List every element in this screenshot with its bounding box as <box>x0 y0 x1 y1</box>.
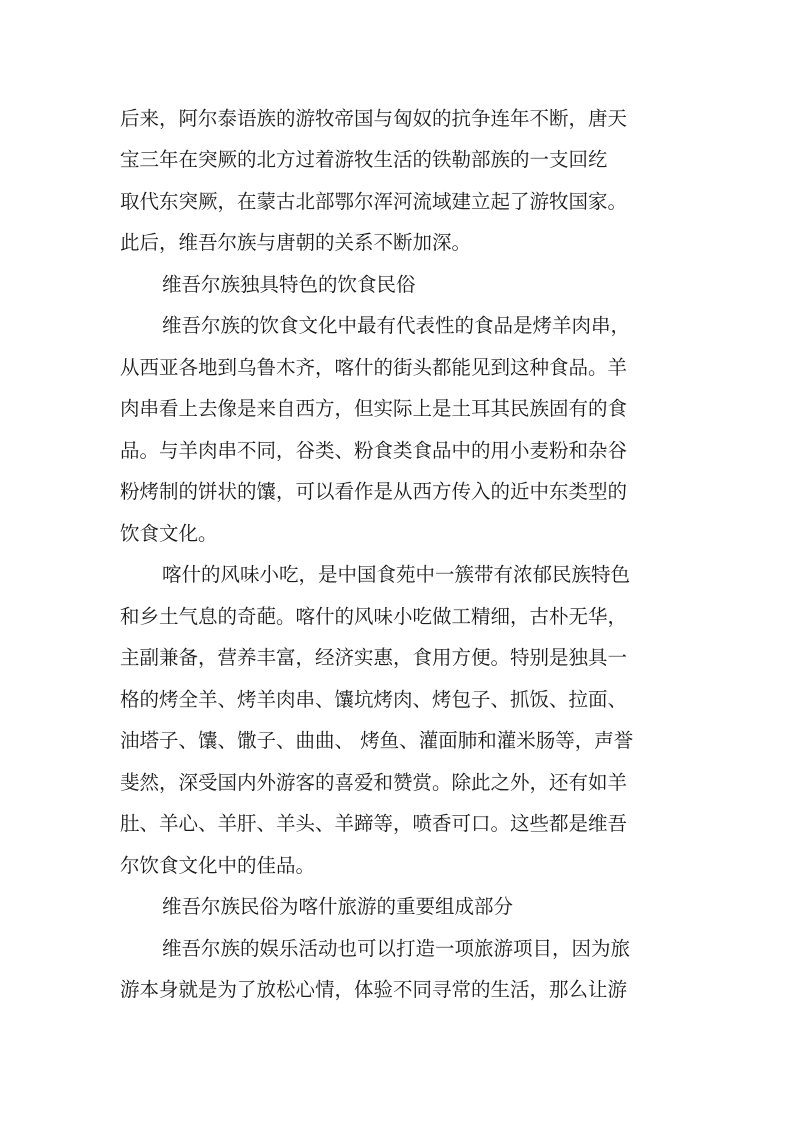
text-line: 游本身就是为了放松心情，体验不同寻常的生活，那么让游 <box>120 978 628 1001</box>
text-line: 斐然，深受国内外游客的喜爱和赞赏。除此之外，还有如羊 <box>120 771 628 794</box>
text-line: 品。与羊肉串不同，谷类、粉食类食品中的用小麦粉和杂谷 <box>120 439 628 462</box>
paragraph-first-line: 维吾尔族的饮食文化中最有代表性的食品是烤羊肉串， <box>162 314 631 337</box>
text-line: 肉串看上去像是来自西方，但实际上是土耳其民族固有的食 <box>120 397 628 420</box>
text-line: 宝三年在突厥的北方过着游牧生活的铁勒部族的一支回纥 <box>120 148 608 171</box>
text-line: 格的烤全羊、烤羊肉串、馕坑烤肉、烤包子、抓饭、拉面、 <box>120 688 628 711</box>
text-line: 此后，维吾尔族与唐朝的关系不断加深。 <box>120 231 472 254</box>
text-line: 尔饮食文化中的佳品。 <box>120 854 316 877</box>
text-line: 饮食文化。 <box>120 522 218 545</box>
section-heading: 维吾尔族民俗为喀什旅游的重要组成部分 <box>162 895 514 918</box>
text-line: 取代东突厥，在蒙古北部鄂尔浑河流域建立起了游牧国家。 <box>120 190 628 213</box>
text-line: 油塔子、馕、馓子、曲曲、 烤鱼、灌面肺和灌米肠等，声誉 <box>120 729 634 752</box>
section-heading: 维吾尔族独具特色的饮食民俗 <box>162 273 416 296</box>
text-line: 粉烤制的饼状的馕，可以看作是从西方传入的近中东类型的 <box>120 480 628 503</box>
text-line: 肚、羊心、羊肝、羊头、羊蹄等，喷香可口。这些都是维吾 <box>120 812 628 835</box>
paragraph-first-line: 喀什的风味小吃，是中国食苑中一簇带有浓郁民族特色 <box>162 563 631 586</box>
text-line: 主副兼备，营养丰富，经济实惠，食用方便。特别是独具一 <box>120 646 628 669</box>
text-line: 后来，阿尔泰语族的游牧帝国与匈奴的抗争连年不断，唐天 <box>120 107 628 130</box>
text-line: 从西亚各地到乌鲁木齐，喀什的街头都能见到这种食品。羊 <box>120 356 628 379</box>
paragraph-first-line: 维吾尔族的娱乐活动也可以打造一项旅游项目，因为旅 <box>162 937 631 960</box>
text-line: 和乡土气息的奇葩。喀什的风味小吃做工精细，古朴无华， <box>120 605 628 628</box>
